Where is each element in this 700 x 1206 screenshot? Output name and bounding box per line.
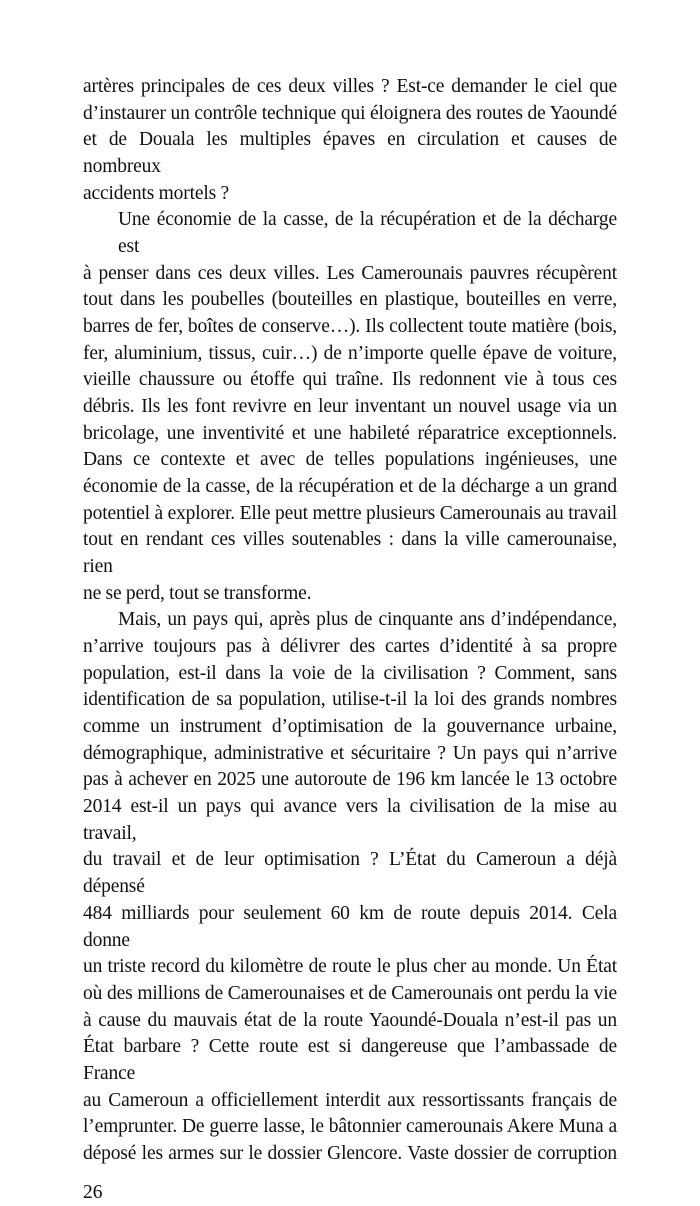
text-line: barres de fer, boîtes de conserve…). Ils collectent toute matière (bois,: [83, 316, 617, 338]
text-line: accidents mortels ?: [83, 182, 229, 204]
text-line: et de Douala les multiples épaves en circulation et causes de nombreux: [83, 129, 617, 178]
text-line: fer, aluminium, tissus, cuir…) de n’importe quelle épave de voiture,: [83, 342, 617, 364]
paragraph: [83, 207, 617, 607]
text-line: n’arrive toujours pas à délivrer des cartes d’identité à sa propre: [83, 636, 617, 658]
text-line: l’emprunter. De guerre lasse, le bâtonnier camerounais Akere Muna a: [83, 1116, 617, 1138]
text-line: ne se perd, tout se transforme.: [83, 582, 312, 604]
text-line: potentiel à explorer. Elle peut mettre plusieurs Camerounais au travail: [83, 502, 617, 524]
text-line: pas à achever en 2025 une autoroute de 196 km lancée le 13 octobre: [83, 769, 617, 791]
paragraph: [83, 607, 617, 1167]
text-line: un triste record du kilomètre de route le plus cher au monde. Un État: [83, 956, 617, 978]
text-line: au Cameroun a officiellement interdit aux ressortissants français de: [83, 1089, 617, 1111]
page-number: 26: [83, 1181, 103, 1203]
text-line: débris. Ils les font revivre en leur inventant un nouvel usage via un: [83, 396, 617, 418]
text-line: comme un instrument d’optimisation de la gouvernance urbaine,: [83, 716, 617, 738]
text-line: artères principales de ces deux villes ? Est-ce demander le ciel que: [83, 76, 617, 97]
text-line: déposé les armes sur le dossier Glencore. Vaste dossier de corruption: [83, 1142, 617, 1164]
text-line: du travail et de leur optimisation ? L’État du Cameroun a déjà dépensé: [83, 849, 617, 898]
text-line: à penser dans ces deux villes. Les Camerounais pauvres récupèrent: [83, 262, 617, 284]
body-text: [83, 74, 617, 1168]
text-line: vieille chaussure ou étoffe qui traîne. Ils redonnent vie à tous ces: [83, 369, 617, 391]
text-line: Une économie de la casse, de la récupération et de la décharge est: [118, 209, 617, 258]
text-line: bricolage, une inventivité et une habileté réparatrice exceptionnels.: [83, 422, 617, 444]
text-line: identification de sa population, utilise-t-il la loi des grands nombres: [83, 689, 617, 711]
paragraph: [83, 74, 617, 207]
text-line: 484 milliards pour seulement 60 km de route depuis 2014. Cela donne: [83, 902, 617, 951]
text-line: tout dans les poubelles (bouteilles en plastique, bouteilles en verre,: [83, 289, 617, 311]
text-line: population, est-il dans la voie de la civilisation ? Comment, sans: [83, 662, 617, 684]
text-line: Mais, un pays qui, après plus de cinquante ans d’indépendance,: [118, 609, 617, 631]
text-line: d’instaurer un contrôle technique qui éloignera des routes de Yaoundé: [83, 102, 617, 124]
text-line: à cause du mauvais état de la route Yaoundé-Douala n’est-il pas un: [83, 1009, 617, 1031]
text-line: tout en rendant ces villes soutenables : dans la ville camerounaise, rien: [83, 529, 617, 578]
text-line: 2014 est-il un pays qui avance vers la civilisation de la mise au travail,: [83, 796, 617, 844]
text-line: démographique, administrative et sécuritaire ? Un pays qui n’arrive: [83, 742, 617, 764]
text-line: où des millions de Camerounaises et de Camerounais ont perdu la vie: [83, 982, 617, 1004]
text-line: État barbare ? Cette route est si dangereuse que l’ambassade de France: [83, 1036, 617, 1084]
text-line: économie de la casse, de la récupération et de la décharge a un grand: [83, 476, 617, 498]
text-line: Dans ce contexte et avec de telles populations ingénieuses, une: [83, 449, 617, 471]
